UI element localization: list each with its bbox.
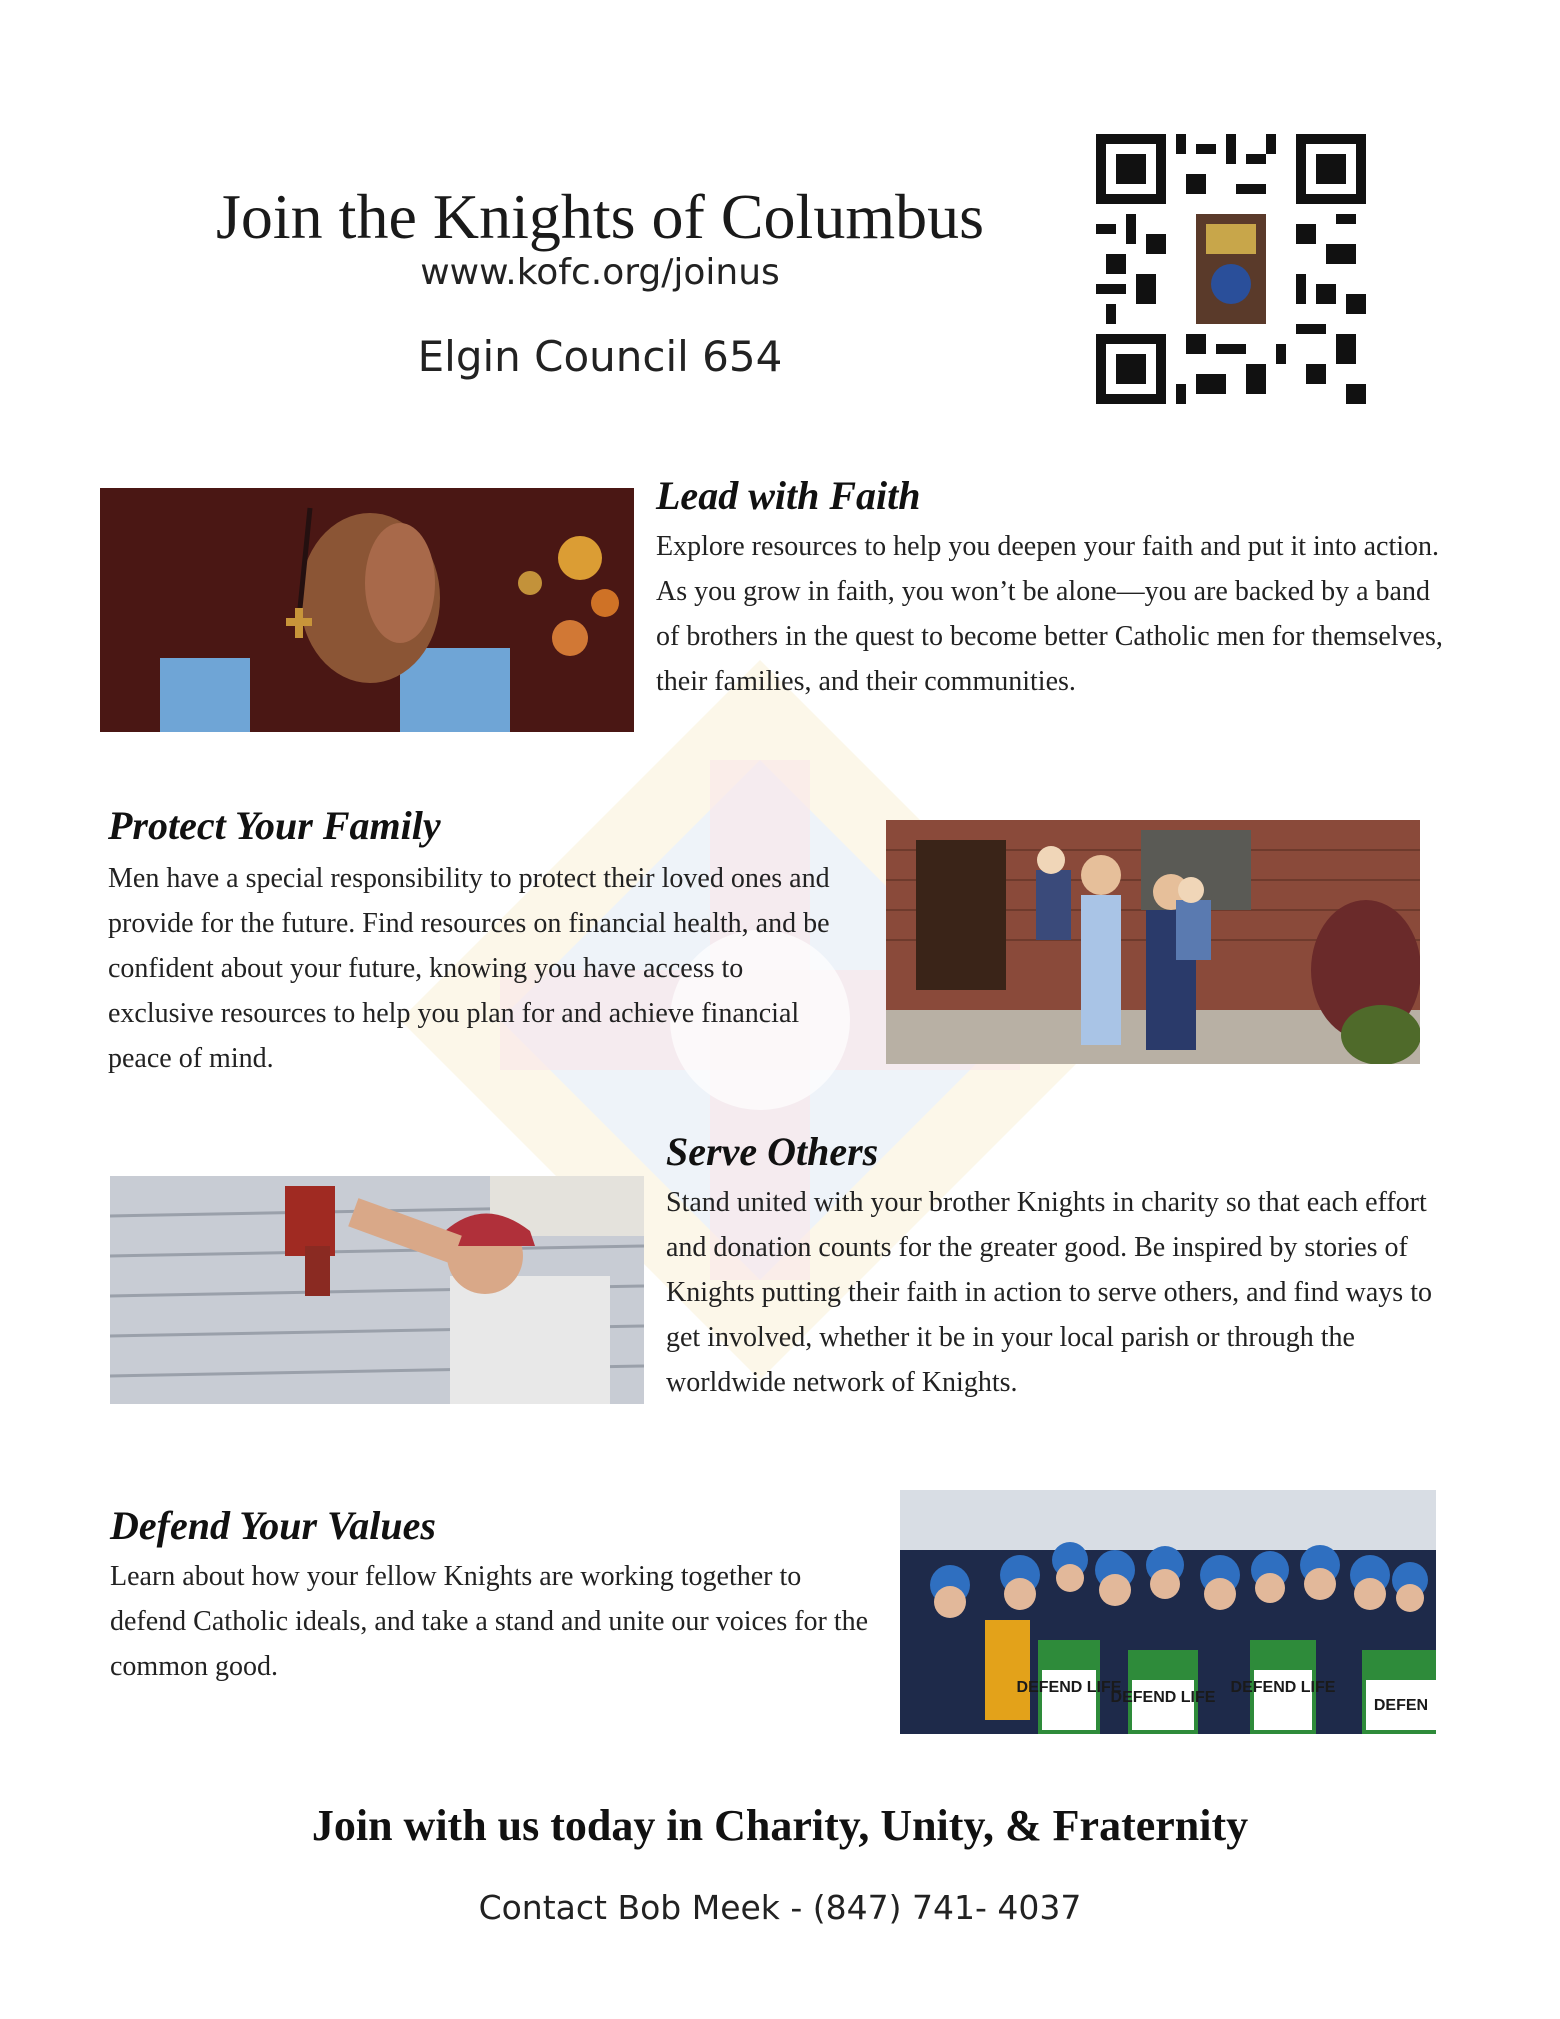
section-heading-serve-others: Serve Others: [666, 1129, 879, 1174]
join-url[interactable]: www.kofc.org/joinus: [420, 252, 780, 293]
family-photo: [886, 820, 1420, 1064]
sign-text: DEFEND LIFE: [1016, 1679, 1122, 1696]
council-name: Elgin Council 654: [417, 332, 783, 381]
footer-tagline: Join with us today in Charity, Unity, & Fraternity: [311, 1801, 1249, 1850]
section-heading-protect-your-family: Protect Your Family: [108, 803, 441, 848]
sign-text: DEFEND LIFE: [1110, 1689, 1216, 1706]
section-heading-lead-with-faith: Lead with Faith: [656, 473, 921, 518]
sign-text: DEFEND LIFE: [1230, 1679, 1336, 1696]
praying-hands-rosary-photo: [100, 488, 634, 732]
section-body-lead-with-faith: Explore resources to help you deepen your faith and put it into action. As you grow in faith, you won’t be alone—you are backed by a band of brothers in the quest to become better Catholic men for themselves, their families, and their communities.: [656, 531, 1443, 697]
sign-text: DEFEN: [1373, 1697, 1429, 1714]
volunteer-building-photo: [110, 1176, 644, 1404]
section-body-protect-your-family: Men have a special responsibility to protect their loved ones and provide for the future. Find resources on financial health, and be confident about your future, knowing you have access to exclusive resources to help you plan for and achieve financial peace of mind.: [108, 863, 830, 1074]
qr-code-icon[interactable]: [1096, 134, 1366, 404]
section-heading-defend-your-values: Defend Your Values: [110, 1503, 436, 1548]
contact-info: Contact Bob Meek - (847) 741- 4037: [478, 1888, 1082, 1927]
section-body-defend-your-values: Learn about how your fellow Knights are working together to defend Catholic ideals, and take a stand and unite our voices for the common good.: [110, 1561, 869, 1682]
page-title: Join the Knights of Columbus: [215, 181, 985, 252]
section-body-serve-others: Stand united with your brother Knights in charity so that each effort and donation counts for the greater good. Be inspired by stories of Knights putting their faith in action to serve others, and find ways to get involved, whether it be in your local parish or through the worldwide network of Knights.: [666, 1187, 1432, 1398]
march-group-photo: [900, 1490, 1436, 1734]
